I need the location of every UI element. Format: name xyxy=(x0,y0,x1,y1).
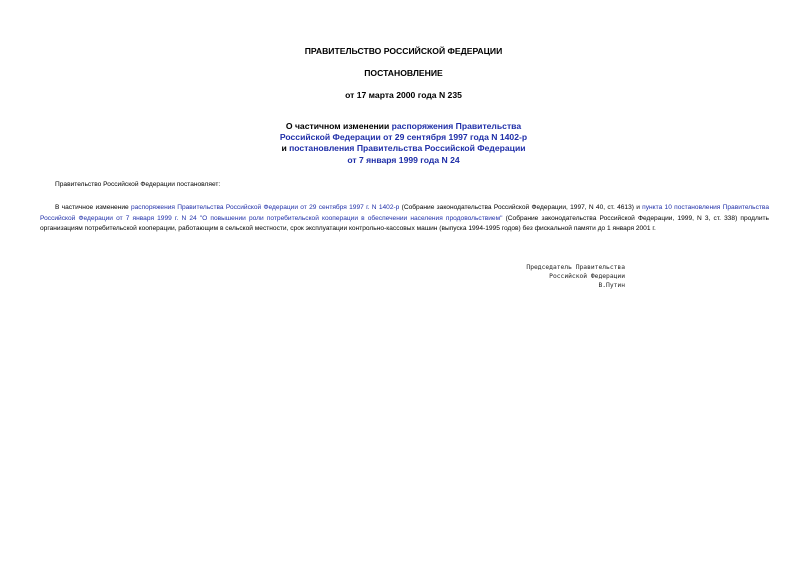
subject-line-1 xyxy=(0,121,807,132)
signature-organization: Российской Федерации xyxy=(549,272,625,280)
authority-heading: ПРАВИТЕЛЬСТВО РОССИЙСКОЙ ФЕДЕРАЦИИ xyxy=(304,46,503,56)
main-paragraph xyxy=(40,203,769,235)
subject-link-resolution-cont[interactable]: от 7 января 1999 года N 24 xyxy=(347,154,460,165)
document-type-heading: ПОСТАНОВЛЕНИЕ xyxy=(364,68,443,78)
date-number-heading: от 17 марта 2000 года N 235 xyxy=(345,90,462,100)
document-subject xyxy=(0,121,807,166)
paragraph-text: В частичное изменение xyxy=(55,204,131,211)
subject-text-and: и xyxy=(281,143,290,154)
paragraph-text: (Собрание законодательства Российской Федерации, 1997, N 40, ст. 4613) и xyxy=(399,204,643,211)
subject-link-order-cont[interactable]: Российской Федерации от 29 сентября 1997 года N 1402-р xyxy=(279,132,528,143)
subject-link-resolution[interactable]: постановления Правительства Российской Федерации xyxy=(289,143,526,154)
signature-block xyxy=(480,264,625,290)
subject-line-3 xyxy=(0,143,807,154)
subject-text: О частичном изменении xyxy=(285,121,392,131)
signature-name: В.Путин xyxy=(598,281,625,289)
subject-line-4 xyxy=(0,155,807,166)
signature-position: Председатель Правительства xyxy=(526,264,625,271)
paragraph-text: (Собрание законодательства Российской Федерации, 1999, N 3, ст. 338) продлить организациям потребительской кооперации, работающим в сельской местности, срок эксплуатации контрольно-кассовых машин (выпуска 1994-1995 годов) без фискальной памяти до 1 января 2001 г. xyxy=(40,214,769,233)
subject-line-2 xyxy=(0,132,807,143)
link-order-1402[interactable]: распоряжения Правительства Российской Федерации от 29 сентября 1997 г. N 1402-р xyxy=(130,204,400,211)
subject-link-order[interactable]: распоряжения Правительства xyxy=(391,121,522,131)
intro-paragraph: Правительство Российской Федерации постановляет: xyxy=(55,181,221,188)
link-resolution-24-item-10[interactable]: пункта 10 постановления Правительства Российской Федерации от 7 января 1999 г. N 24 "О повышении роли потребительской кооперации в обеспечении населения продовольствием" xyxy=(40,204,769,222)
